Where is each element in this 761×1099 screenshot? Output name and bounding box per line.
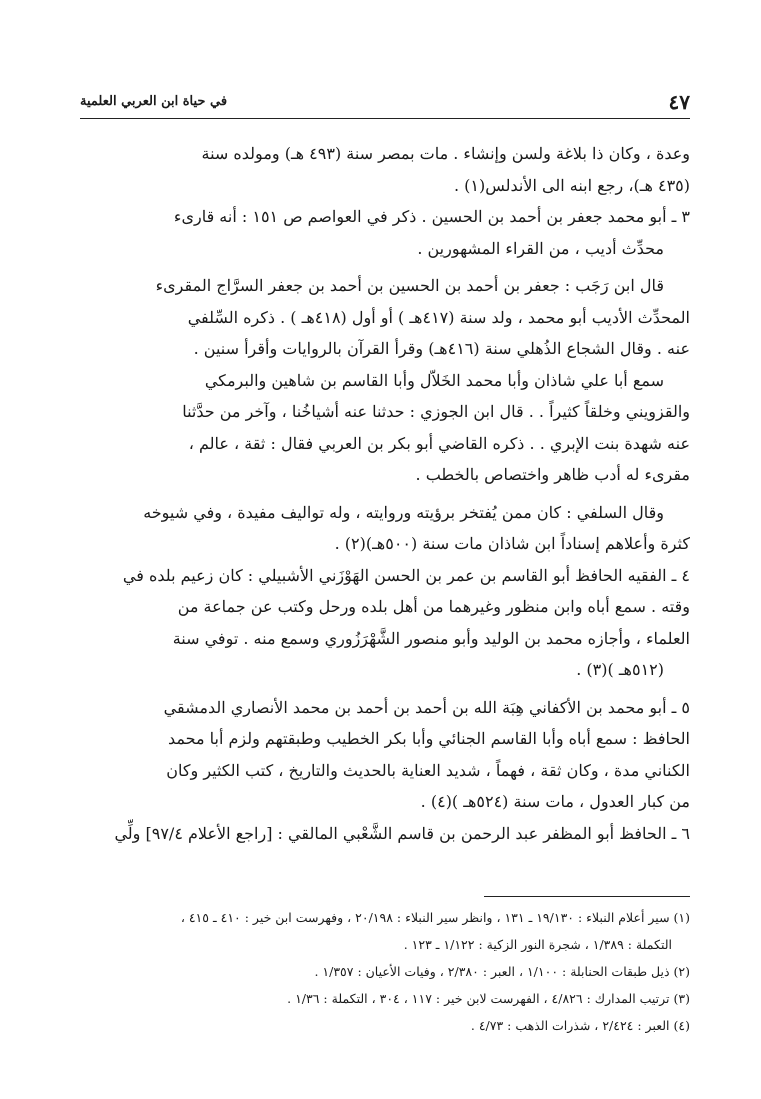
footnote: التكملة : ١/٣٨٩ ، شجرة النور الزكية : ١/١٢٢ ـ ١٢٣ . <box>403 937 672 952</box>
text-line: مقرىء له أدب ظاهر واختصاص بالخطب . <box>415 465 690 484</box>
text-line: قال ابن رَجَب : جعفر بن أحمد بن الحسين بن أحمد بن جعفر السرَّاج المقرىء <box>155 276 664 295</box>
text-line: وقال السلفي : كان ممن يُفتخر برؤيته وروايته ، وله تواليف مفيدة ، وفي شيوخه <box>143 502 664 522</box>
text-line: الكناني مدة ، وكان ثقة ، فهماً ، شديد العناية بالحديث والتاريخ ، كتب الكثير وكان <box>166 760 690 780</box>
footnotes <box>80 904 690 1039</box>
running-header <box>80 88 690 119</box>
text-line: كثرة وأعلاهم إسناداً ابن شاذان مات سنة (٥٠٠هـ)(٢) . <box>334 534 690 553</box>
text-line: وعدة ، وكان ذا بلاغة ولسن وإنشاء . مات بمصر سنة (٤٩٣ هـ) ومولده سنة <box>201 144 690 163</box>
page-number: ٤٧ <box>668 90 690 114</box>
text-line: (٥١٢هـ )(٣) . <box>576 660 664 679</box>
footnote: (٤) العبر : ٢/٤٢٤ ، شذرات الذهب : ٤/٧٣ . <box>470 1018 690 1033</box>
text-line: ٣ ـ أبو محمد جعفر بن أحمد بن الحسين . ذكر في العواصم ص ١٥١ : أنه قارىء <box>173 207 690 226</box>
text-line: الحافظ : سمع أباه وأبا القاسم الجنائي وأبا بكر الخطيب وطبقتهم ولزم أبا محمد <box>168 729 690 748</box>
text-line: العلماء ، وأجازه محمد بن الوليد وأبو منصور الشَّهْرَزُوري وسمع منه . توفي سنة <box>172 628 690 648</box>
text-line: ٦ ـ الحافظ أبو المظفر عبد الرحمن بن قاسم الشَّعْبي المالقي : [راجع الأعلام ٩٧/٤] ولِّي <box>114 823 690 843</box>
text-line: من كبار العدول ، مات سنة (٥٢٤هـ )(٤) . <box>420 792 690 811</box>
text-line: عنه شهدة بنت الإبري . . ذكره القاضي أبو بكر بن العربي فقال : ثقة ، عالم ، <box>188 433 690 453</box>
text-line: سمع أبا علي شاذان وأبا محمد الخَلاّل وأبا القاسم بن شاهين والبرمكي <box>204 370 664 390</box>
text-line: المحدِّث الأديب أبو محمد ، ولد سنة (٤١٧هـ ) أو أول (٤١٨هـ ) . ذكره السِّلفي <box>187 307 690 327</box>
running-head: في حياة ابن العربي العلمية <box>80 94 228 109</box>
text-line: والقزويني وخلقاً كثيراً . . قال ابن الجوزي : حدثنا عنه أشياخُنا ، وآخر من حدَّثنا <box>182 402 690 421</box>
footnote: (٢) ذيل طبقات الحنابلة : ١/١٠٠ ، العبر : ٢/٣٨٠ ، وفيات الأعيان : ١/٣٥٧ . <box>314 964 690 979</box>
footnote: (٣) ترتيب المدارك : ٤/٨٢٦ ، الفهرست لابن خير : ١١٧ ، ٣٠٤ ، التكملة : ١/٣٦ . <box>287 991 690 1006</box>
main-text <box>80 138 690 849</box>
footnote-separator <box>484 896 690 897</box>
text-line: ٥ ـ أبو محمد بن الأكفاني هِبَة الله بن أحمد بن أحمد بن محمد الأنصاري الدمشقي <box>163 697 690 717</box>
footnote: (١) سير أعلام النبلاء : ١٩/١٣٠ ـ ١٣١ ، وانظر سير النبلاء : ٢٠/١٩٨ ، وفهرست ابن خير : ٤١٠ ـ ٤١٥ ، <box>180 910 690 925</box>
text-line: محدِّث أديب ، من القراء المشهورين . <box>417 238 664 258</box>
text-line: وقته . سمع أباه وابن منظور وغيرهما من أهل بلده ورحل وكتب عن جماعة من <box>177 597 690 616</box>
text-line: ٤ ـ الفقيه الحافظ أبو القاسم بن عمر بن الحسن الهَوْزَني الأشبيلي : كان زعيم بلده في <box>122 565 690 585</box>
text-line: (٤٣٥ هـ)، رجع ابنه الى الأندلس(١) . <box>453 175 690 195</box>
text-line: عنه . وقال الشجاع الذُهلي سنة (٤١٦هـ) وقرأ القرآن بالروايات وأقرأ سنين . <box>193 339 690 358</box>
